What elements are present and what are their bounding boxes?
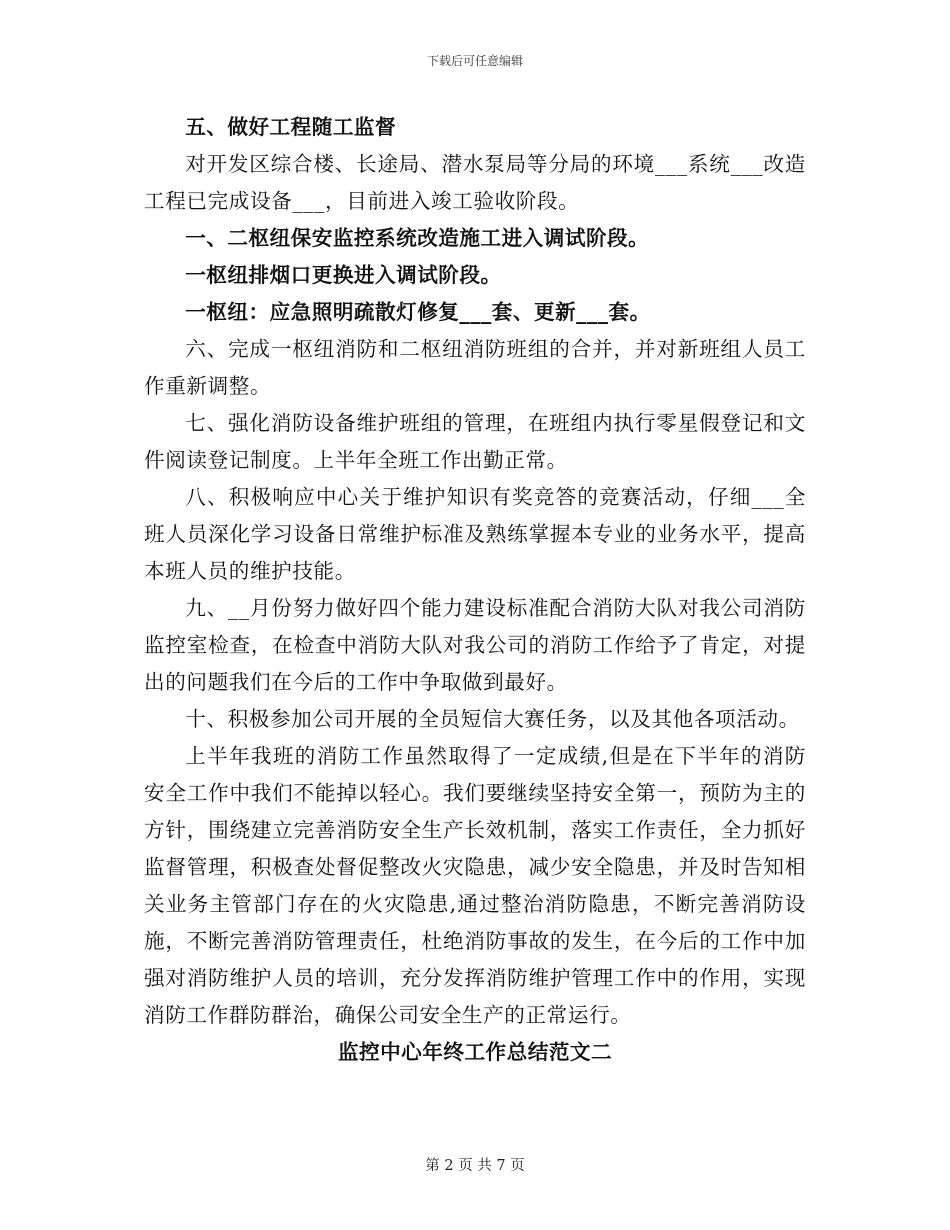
paragraph-section-6: 六、完成一枢纽消防和二枢纽消防班组的合并，并对新班组人员工作重新调整。 [144,337,806,398]
paragraph-hub2-security: 一、二枢纽保安监控系统改造施工进入调试阶段。 [185,226,650,250]
document-body [144,109,806,1071]
paragraph-section-10: 十、积极参加公司开展的全员短信大赛任务，以及其他各项活动。 [185,707,800,731]
section-title: 监控中心年终工作总结范文二 [337,1040,613,1064]
paragraph-section-5-title: 五、做好工程随工监督 [185,115,397,139]
page-number: 第 2 页 共 7 页 [425,1158,525,1174]
paragraph-hub1-emergency-lights: 一枢纽：应急照明疏散灯修复___套、更新___套。 [185,300,651,324]
paragraph-section-8: 八、积极响应中心关于维护知识有奖竞答的竞赛活动，仔细___全班人员深化学习设备日常维护标准及熟练掌握本专业的业务水平，提高本班人员的维护技能。 [144,485,806,583]
page-footer [0,1157,950,1175]
header-note: 下载后可任意编辑 [426,54,523,68]
paragraph-section-7: 七、强化消防设备维护班组的管理，在班组内执行零星假登记和文件阅读登记制度。上半年全班工作出勤正常。 [144,411,806,472]
page-header [0,53,950,69]
paragraph-section-9: 九、__月份努力做好四个能力建设标准配合消防大队对我公司消防监控室检查，在检查中消防大队对我公司的消防工作给予了肯定，对提出的问题我们在今后的工作中争取做到最好。 [144,596,806,694]
paragraph-summary: 上半年我班的消防工作虽然取得了一定成绩,但是在下半年的消防安全工作中我们不能掉以轻心。我们要继续坚持安全第一，预防为主的方针，围绕建立完善消防安全生产长效机制，落实工作责任，全力抓好监督管理，积极查处督促整改火灾隐患，减少安全隐患，并及时告知相关业务主管部门存在的火灾隐患,通过整治消防隐患，不断完善消防设施，不断完善消防管理责任，杜绝消防事故的发生，在今后的工作中加强对消防维护人员的培训，充分发挥消防维护管理工作中的作用，实现消防工作群防群治，确保公司安全生产的正常运行。 [144,744,806,1027]
paragraph-hub1-smoke-vent: 一枢纽排烟口更换进入调试阶段。 [185,263,502,287]
paragraph-environment-retrofit: 对开发区综合楼、长途局、潜水泵局等分局的环境___系统___改造工程已完成设备___，目前进入竣工验收阶段。 [144,152,806,213]
